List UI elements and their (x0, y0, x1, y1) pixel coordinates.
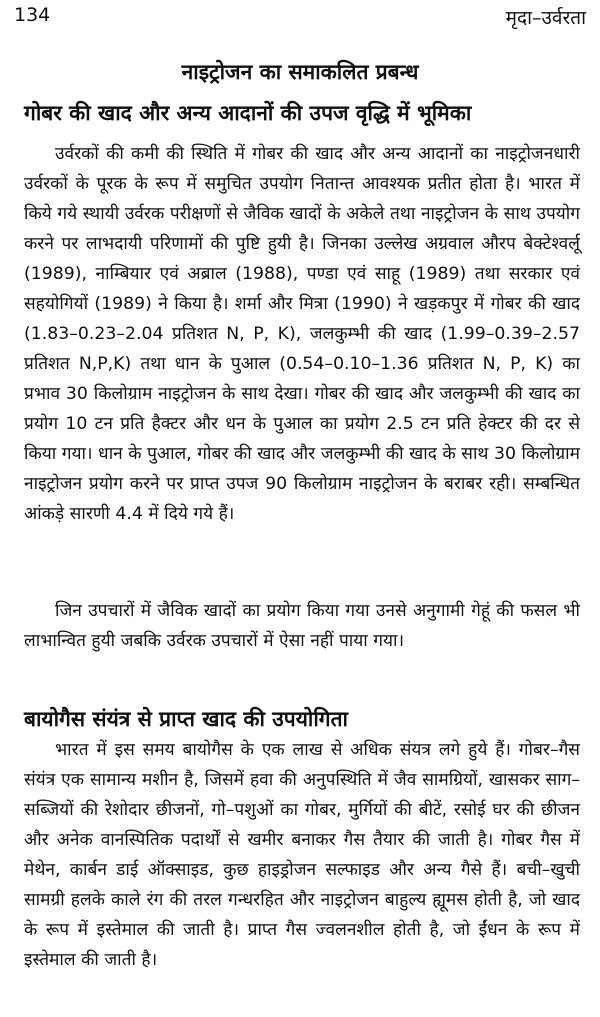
paragraph-biogas-plant: भारत में इस समय बायोगैस के एक लाख से अधिक संयत्र लगे हुये हैं। गोबर–गैस संयंत्र एक सामान्य मशीन है, जिसमें हवा की अनुपस्थिति में जैव सामग्रियों, खासकर साग–सब्जियों की रेशोदार छीजनों, गो–पशुओं का गोबर, मुर्गियों की बीटें, रसोई घर की छीजन और अनेक वानस्पितिक पदार्थों से खमीर बनाकर गैस तैयार की जाती है। गोबर गैस में मेथेन, कार्बन डाई ऑक्साइड, कुछ हाइड्रोजन सल्फाइड और अन्य गैसे हैं। बची–खुची सामग्री हलके काले रंग की तरल गन्धरहित और नाइट्रोजन बाहुल्य ह्यूमस होती है, जो खाद के रूप में इस्तेमाल की जाती है। प्राप्त गैस ज्वलनशील होती है, जो ईंधन के रूप में इस्तेमाल की जाती है। (24, 740, 580, 970)
page-header (14, 4, 586, 34)
paragraph-manure-inputs: उर्वरकों की कमी की स्थिति में गोबर की खाद और अन्य आदानों का नाइट्रोजनधारी उर्वरकों के पूरक के रूप में समुचित उपयोग नितान्त आवश्यक प्रतीत होता है। भारत में किये गये स्थायी उर्वरक परीक्षणों से जैविक खादों के अकेले तथा नाइट्रोजन के साथ उपयोग करने पर लाभदायी परिणामों की पुष्टि हुयी है। जिनका उल्लेख अग्रवाल औरप बेक्टेश्वर्लू (1989), नाम्बियार एवं अब्राल (1988), पण्डा एवं साहू (1989) तथा सरकार एवं सहयोगियों (1989) ने किया है। शर्मा और मित्रा (1990) ने खड़कपुर में गोबर की खाद (1.83–0.23–2.04 प्रतिशत N, P, K), जलकुम्भी की खाद (1.99–0.39–2.57 प्रतिशत N,P,K) तथा धान के पुआल (0.54–0.10–1.36 प्रतिशत N, P, K) का प्रभाव 30 किलोग्राम नाइट्रोजन के साथ देखा। गोबर की खाद और जलकुम्भी की खाद का प्रयोग 10 टन प्रति हैक्टर और धन के पुआल का प्रयोग 2.5 टन प्रति हेक्टर की दर से किया गया। धान के पुआल, गोबर की खाद और जलकुम्भी की खाद के साथ 30 किलोग्राम नाइट्रोजन प्रयोग करने पर प्राप्त उपज 90 किलोग्राम नाइट्रोजन के बराबर रही। सम्बन्धित आंकड़े सारणी 4.4 में दिये गये हैं। (24, 144, 580, 524)
subsection-heading-manure-role: गोबर की खाद और अन्य आदानों की उपज वृद्धि में भूमिका (24, 101, 472, 125)
paragraph-wheat-residual-effect: जिन उपचारों में जैविक खादों का प्रयोग किया गया उनसे अनुगामी गेहूं की फसल भी लाभान्वित हुयी जबकि उर्वरक उपचारों में ऐसा नहीं पाया गया। (24, 601, 580, 651)
page-number: 134 (14, 4, 51, 26)
section-title: नाइट्रोजन का समाकलित प्रबन्ध (181, 60, 419, 84)
subsection-heading-biogas-manure: बायोगैस संयंत्र से प्राप्त खाद की उपयोगिता (24, 707, 348, 731)
running-title: मृदा–उर्वरता (505, 7, 586, 29)
